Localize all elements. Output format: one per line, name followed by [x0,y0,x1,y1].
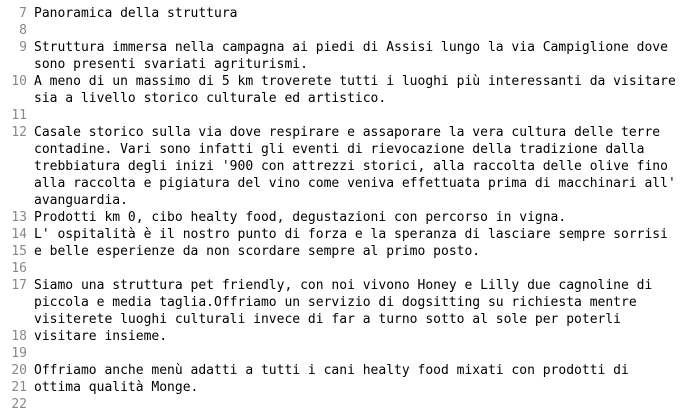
line-number: 10 [11,74,27,89]
editor-line[interactable] [0,192,700,209]
line-text[interactable]: A meno di un massimo di 5 km troverete tutti i luoghi più interessanti da visitare [34,74,676,89]
line-text[interactable]: piccola e media taglia.Offriamo un servizio di dogsitting su richiesta mentre [34,295,637,310]
editor-line[interactable] [0,243,700,260]
line-number: 12 [11,125,27,140]
line-number: 21 [11,380,27,395]
line-number: 15 [11,244,27,259]
line-text[interactable]: visitare insieme. [34,329,168,344]
line-text[interactable]: Offriamo anche menù adatti a tutti i cani healty food mixati con prodotti di [34,363,629,378]
line-text[interactable]: Struttura immersa nella campagna ai piedi di Assisi lungo la via Campiglione dove [34,40,668,55]
editor-line[interactable] [0,345,700,362]
line-number: 11 [11,108,27,123]
editor-line[interactable] [0,5,700,22]
editor-line[interactable] [0,90,700,107]
editor-line[interactable] [0,107,700,124]
editor-line[interactable] [0,277,700,294]
editor-line[interactable] [0,141,700,158]
line-number: 17 [11,278,27,293]
line-text[interactable]: Panoramica della struttura [34,6,238,21]
editor-line[interactable] [0,379,700,396]
line-number: 16 [11,261,27,276]
editor-line[interactable] [0,226,700,243]
line-text[interactable]: L' ospitalità è il nostro punto di forza e la speranza di lasciare sempre sorrisi [34,227,668,242]
line-text[interactable]: Siamo una struttura pet friendly, con noi vivono Honey e Lilly due cagnoline di [34,278,653,293]
line-text[interactable]: contadine. Vari sono infatti gli eventi di rievocazione della tradizione dalla [34,142,645,157]
line-number: 8 [19,23,27,38]
editor-line[interactable] [0,328,700,345]
line-number: 18 [11,329,27,344]
line-text[interactable]: avanguardia. [34,193,128,208]
editor-line[interactable] [0,311,700,328]
editor-line[interactable] [0,158,700,175]
editor-line[interactable] [0,73,700,90]
line-number: 20 [11,363,27,378]
editor-line[interactable] [0,294,700,311]
line-text[interactable]: sono presenti svariati agriturismi. [34,57,308,72]
line-text[interactable]: sia a livello storico culturale ed artistico. [34,91,387,106]
line-number: 14 [11,227,27,242]
line-number: 9 [19,40,27,55]
editor-line[interactable] [0,175,700,192]
line-text[interactable]: visiterete luoghi culturali invece di far a turno sotto al sole per poterli [34,312,621,327]
editor-line[interactable] [0,39,700,56]
line-text[interactable]: alla raccolta e pigiatura del vino come veniva effettuata prima di macchinari all' [34,176,676,191]
editor-line[interactable] [0,124,700,141]
editor-line[interactable] [0,209,700,226]
line-text[interactable]: trebbiatura degli inizi '900 con attrezzi storici, alla raccolta delle olive fino [34,159,668,174]
line-text[interactable]: Casale storico sulla via dove respirare e assaporare la vera cultura delle terre [34,125,661,140]
editor-line[interactable] [0,260,700,277]
line-number: 7 [19,6,27,21]
line-number: 22 [11,397,27,412]
line-number: 13 [11,210,27,225]
editor-line[interactable] [0,22,700,39]
line-number: 19 [11,346,27,361]
line-text[interactable]: e belle esperienze da non scordare sempre al primo posto. [34,244,481,259]
line-text[interactable]: ottima qualità Monge. [34,380,199,395]
editor-line[interactable] [0,56,700,73]
editor-line[interactable] [0,362,700,379]
editor-line[interactable] [0,396,700,413]
line-text[interactable]: Prodotti km 0, cibo healty food, degustazioni con percorso in vigna. [34,210,567,225]
